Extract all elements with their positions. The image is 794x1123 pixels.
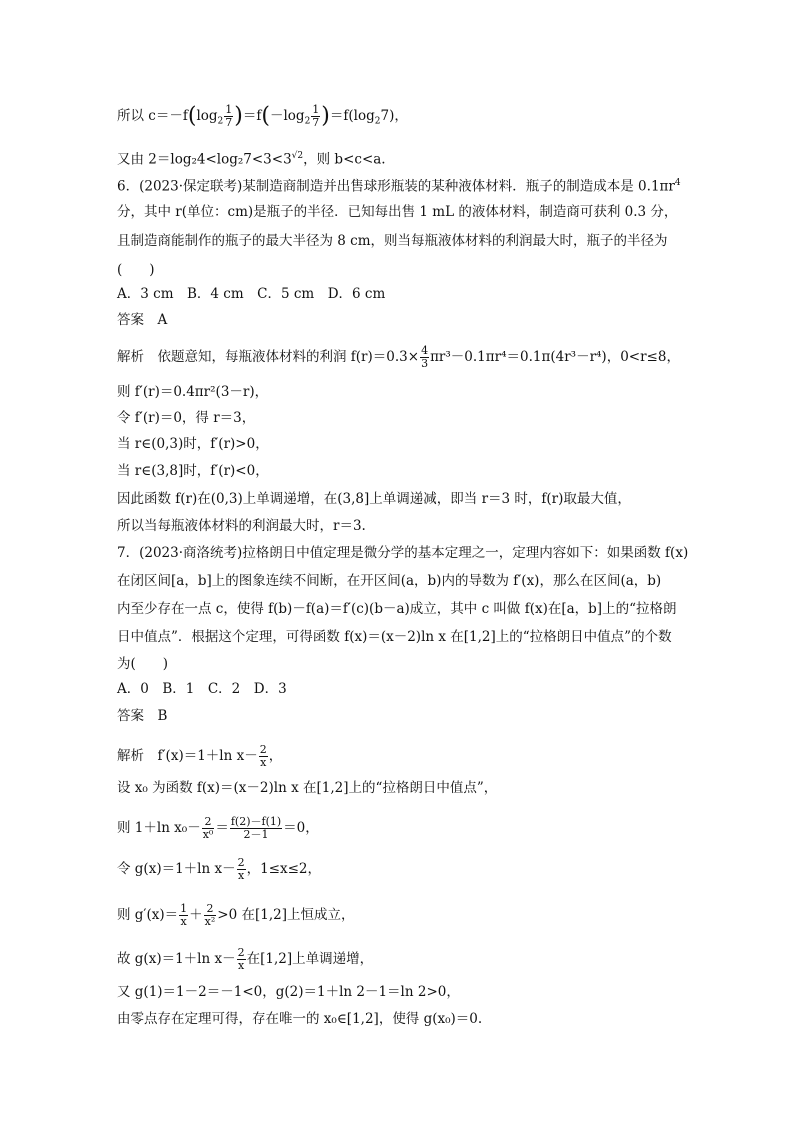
- q6-solution-6: 因此函数 f(r)在(0,3)上单调递增，在(3,8]上单调递减，即当 r＝3 时，f(r)取最大值，: [117, 491, 631, 507]
- q7-solution-8: 由零点存在定理可得，存在唯一的 x₀∈[1,2]，使得 g(x₀)＝0.: [117, 1011, 483, 1027]
- q6-solution-5: 当 r∈(3,8]时，f′(r)<0，: [117, 463, 269, 479]
- q7-solution-3: 则 1＋ln x₀－ $\frac{2}{\text{x⁰}}$ ＝ $\frac{f(2)-f(1)}{2-1}$ ＝0，: [117, 815, 319, 841]
- q7-solution-5: 则 g′(x)＝ $\frac{1}{x}$ ＋ $\frac{2}{\text{x²}}$ >0 在[1,2]上恒成立，: [117, 902, 355, 928]
- line-c-expression: 所以 $c=-f(\log_2$ $\frac{1}{7}$ )$=f(-\log_2$ $\frac{1}{7}$ )$=f(\log_27)$，: [117, 103, 408, 129]
- q6-solution-7: 所以当每瓶液体材料的利润最大时，r＝3.: [117, 518, 366, 534]
- q6-answer: 答案 A: [117, 312, 168, 328]
- q7-solution-6: 故 g(x)＝1＋ln x－ $\frac{2}{x}$ 在[1,2]上单调递增，: [117, 946, 374, 972]
- q7-line-5: 为( ): [117, 656, 169, 672]
- q6-line-4: ( ): [117, 262, 155, 278]
- q7-solution-7: 又 g(1)＝1－2＝－1<0，g(2)＝1＋ln 2－1＝ln 2>0，: [117, 984, 460, 1000]
- q6-options: A．3 cm B．4 cm C．5 cm D．6 cm: [117, 286, 386, 302]
- q7-line-1: 7．(2023·商洛统考)拉格朗日中值定理是微分学的基本定理之一，定理内容如下：如果函数 f(x): [117, 545, 689, 561]
- q7-solution-1: 解析 f′(x)＝1＋ln x－ $\frac{2}{x}$ ，: [117, 743, 283, 769]
- q6-line-3: 且制造商能制作的瓶子的最大半径为 8 cm，则当每瓶液体材料的利润最大时，瓶子的半径为: [117, 233, 668, 249]
- q7-line-4: 日中值点”．根据这个定理，可得函数 f(x)＝(x－2)ln x 在[1,2]上的“拉格朗日中值点”的个数: [117, 629, 672, 645]
- q7-answer: 答案 B: [117, 708, 168, 724]
- q6-solution-2: 则 f′(r)＝0.4πr²(3－r)，: [117, 384, 269, 400]
- q7-solution-2: 设 x₀ 为函数 f(x)＝(x－2)ln x 在[1,2]上的“拉格朗日中值点”，: [117, 780, 498, 796]
- q7-options: A．0 B．1 C．2 D．3: [117, 681, 287, 697]
- q6-line-1: 6．(2023·保定联考)某制造商制造并出售球形瓶装的某种液体材料．瓶子的制造成本是 $0.1\pi r^4$: [117, 178, 681, 195]
- line-compare: 又由 $2=\log_24<\log_27<3<3^{√2}$，则 b<c<a.: [117, 151, 386, 168]
- q6-solution-3: 令 f′(r)＝0，得 r＝3，: [117, 410, 256, 426]
- q7-solution-4: 令 g(x)＝1＋ln x－ $\frac{2}{x}$ ，1≤x≤2，: [117, 856, 322, 882]
- q6-solution-4: 当 r∈(0,3)时，f′(r)>0，: [117, 436, 269, 452]
- q7-line-2: 在闭区间[a，b]上的图象连续不间断，在开区间(a，b)内的导数为 f′(x)，那么在区间(a，b): [117, 573, 662, 589]
- q7-line-3: 内至少存在一点 c，使得 f(b)－f(a)＝f′(c)(b－a)成立，其中 c 叫做 f(x)在[a，b]上的“拉格朗: [117, 601, 677, 617]
- q6-solution-1: 解析 依题意知，每瓶液体材料的利润 f(r)＝0.3× $\frac{4}{3}$ πr³－0.1πr⁴＝0.1π(4r³－r⁴)，0<r≤8，: [117, 344, 680, 370]
- q6-line-2: 分，其中 r(单位：cm)是瓶子的半径．已知每出售 1 mL 的液体材料，制造商可获利 0.3 分，: [117, 204, 678, 220]
